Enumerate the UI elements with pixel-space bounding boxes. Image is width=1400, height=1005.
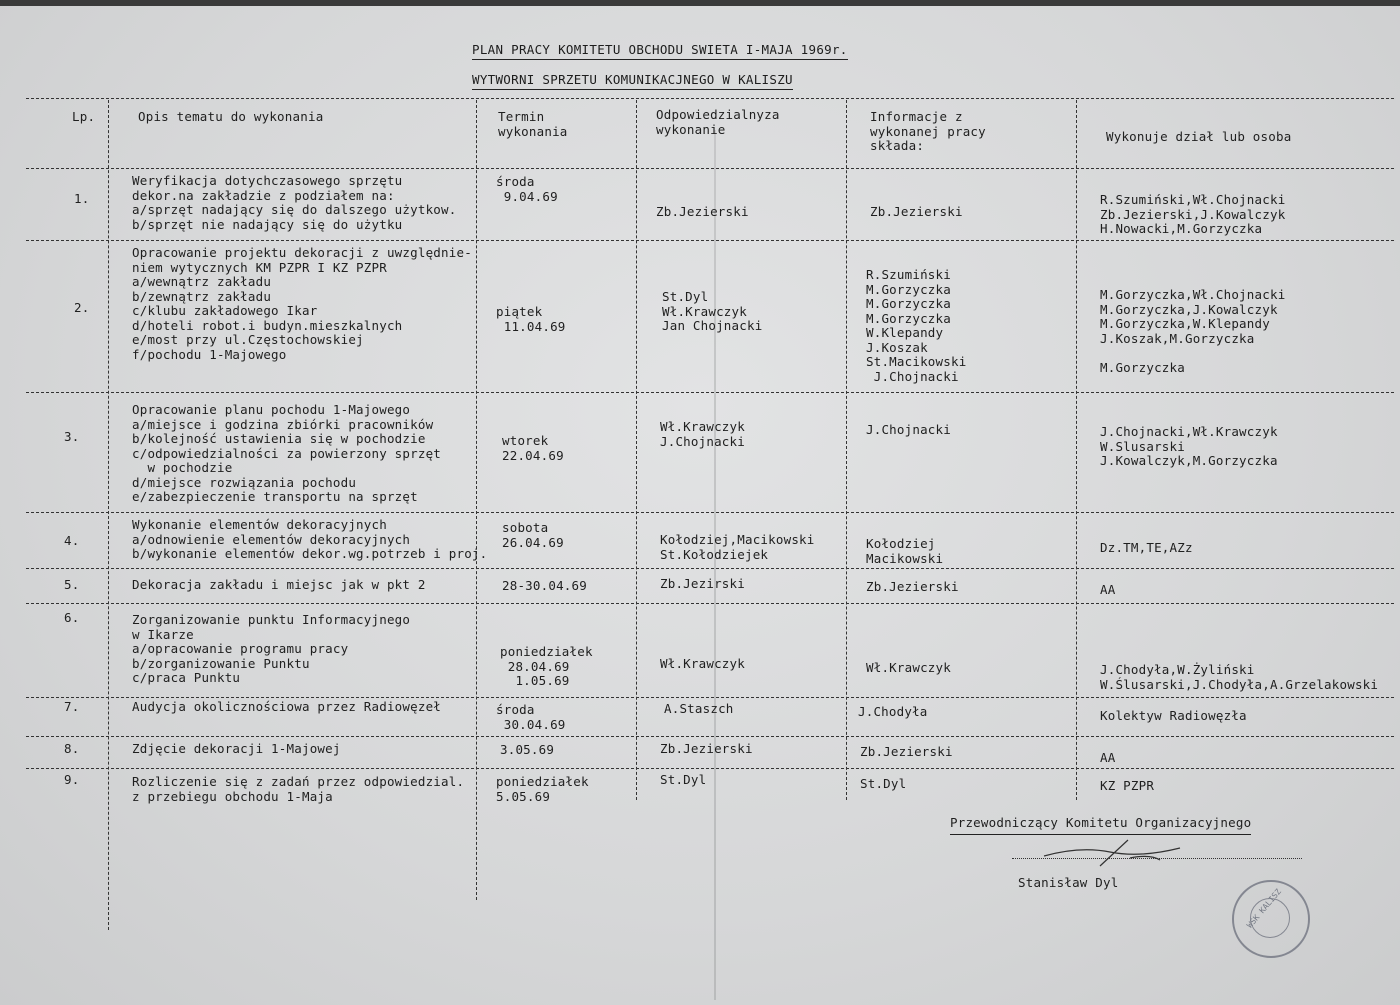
row-resp: Zb.Jezierski xyxy=(656,204,749,219)
row-desc: Zorganizowanie punktu Informacyjnego w Ikarze a/opracowanie programu pracy b/zorganizowanie Punktu c/praca Punktu xyxy=(132,612,411,685)
row-lp: 4. xyxy=(64,533,80,548)
row-desc: Audycja okolicznościowa przez Radiowęzeł xyxy=(132,699,442,714)
grid-line xyxy=(26,736,1394,737)
row-info: Zb.Jezierski xyxy=(860,744,953,759)
row-term: poniedziałek 28.04.69 1.05.69 xyxy=(500,644,593,688)
row-lp: 1. xyxy=(74,191,90,206)
document-title: PLAN PRACY KOMITETU OBCHODU SWIETA I-MAJA 1969r. xyxy=(472,42,848,60)
col-header-lp: Lp. xyxy=(72,109,96,124)
row-lp: 6. xyxy=(64,610,80,625)
row-lp: 3. xyxy=(64,429,80,444)
row-term: środa 30.04.69 xyxy=(496,702,566,732)
official-stamp xyxy=(1232,880,1310,958)
row-lp: 5. xyxy=(64,577,80,592)
grid-col-line xyxy=(846,100,847,800)
row-resp: Wł.Krawczyk J.Chojnacki xyxy=(660,419,745,449)
row-desc: Opracowanie projektu dekoracji z uwzględnie- niem wytycznych KM PZPR I KZ PZPR a/wewnątrz zakładu b/zewnątrz zakładu c/klubu zakładowego Ikar d/hoteli robot.i budyn.mieszkalnych e/most przy ul.Częstochowskiej f/pochodu 1-Majowego xyxy=(132,245,472,362)
row-exec: AA xyxy=(1100,582,1116,597)
row-lp: 2. xyxy=(74,300,90,315)
paper-fold xyxy=(714,130,716,1000)
grid-line xyxy=(26,392,1394,393)
col-header-desc: Opis tematu do wykonania xyxy=(138,109,324,124)
row-desc: Dekoracja zakładu i miejsc jak w pkt 2 xyxy=(132,577,426,592)
grid-line xyxy=(26,697,1394,698)
grid-line xyxy=(26,603,1394,604)
row-desc: Weryfikacja dotychczasowego sprzętu dekor.na zakładzie z podziałem na: a/sprzęt nadający się do dalszego użytkow. b/sprzęt nie nadający się do użytku xyxy=(132,173,457,232)
row-lp: 9. xyxy=(64,772,80,787)
row-desc: Opracowanie planu pochodu 1-Majowego a/miejsce i godzina zbiórki pracowników b/kolejność ustawienia się w pochodzie c/odpowiedzialności za powierzony sprzęt w pochodzie d/miejsce rozwiązania pochodu e/zabezpieczenie transportu na sprzęt xyxy=(132,402,442,504)
row-exec: J.Chodyła,W.Żyliński W.Ślusarski,J.Chodyła,A.Grzelakowski xyxy=(1100,662,1379,692)
row-resp: Wł.Krawczyk xyxy=(660,656,745,671)
row-desc: Zdjęcie dekoracji 1-Majowej xyxy=(132,741,341,756)
row-term: 28-30.04.69 xyxy=(502,578,587,593)
row-info: J.Chodyła xyxy=(858,704,928,719)
scan-edge-top xyxy=(0,0,1400,6)
row-exec: AA xyxy=(1100,750,1116,765)
row-info: J.Chojnacki xyxy=(866,422,951,437)
row-exec: M.Gorzyczka,Wł.Chojnacki M.Gorzyczka,J.Kowalczyk M.Gorzyczka,W.Klepandy J.Koszak,M.Gorzyczka M.Gorzyczka xyxy=(1100,287,1286,375)
grid-line xyxy=(26,240,1394,241)
col-header-info: Informacje z wykonanej pracy składa: xyxy=(870,109,986,153)
grid-col-line xyxy=(476,100,477,900)
row-info: Wł.Krawczyk xyxy=(866,660,951,675)
row-info: St.Dyl xyxy=(860,776,907,791)
signature-role: Przewodniczący Komitetu Organizacyjnego xyxy=(950,816,1251,835)
row-term: wtorek 22.04.69 xyxy=(502,433,564,463)
row-resp: Zb.Jezirski xyxy=(660,576,745,591)
row-exec: J.Chojnacki,Wł.Krawczyk W.Slusarski J.Kowalczyk,M.Gorzyczka xyxy=(1100,424,1278,468)
row-lp: 7. xyxy=(64,699,80,714)
row-resp: St.Dyl Wł.Krawczyk Jan Chojnacki xyxy=(662,289,763,333)
signature-name: Stanisław Dyl xyxy=(1018,875,1119,890)
row-info: Zb.Jezierski xyxy=(870,204,963,219)
grid-line xyxy=(26,512,1394,513)
grid-line xyxy=(26,168,1394,169)
row-term: piątek 11.04.69 xyxy=(496,304,566,334)
row-resp: Kołodziej,Macikowski St.Kołodziejek xyxy=(660,532,815,562)
row-term: 3.05.69 xyxy=(500,742,555,757)
grid-line xyxy=(26,568,1394,569)
row-exec: KZ PZPR xyxy=(1100,778,1155,793)
grid-col-line xyxy=(108,100,109,930)
row-exec: Dz.TM,TE,AZz xyxy=(1100,540,1193,555)
grid-col-line xyxy=(636,100,637,800)
row-term: poniedziałek 5.05.69 xyxy=(496,774,589,804)
stamp-text: WSK KALISZ xyxy=(1245,887,1284,930)
row-lp: 8. xyxy=(64,741,80,756)
col-header-exec: Wykonuje dział lub osoba xyxy=(1106,129,1292,144)
row-exec: R.Szumiński,Wł.Chojnacki Zb.Jezierski,J.Kowalczyk H.Nowacki,M.Gorzyczka xyxy=(1100,192,1286,236)
grid-line-top xyxy=(26,98,1394,99)
row-desc: Rozliczenie się z zadań przez odpowiedzial. z przebiegu obchodu 1-Maja xyxy=(132,774,465,804)
col-header-resp: Odpowiedzialnyza wykonanie xyxy=(656,107,780,137)
grid-col-line xyxy=(1076,100,1077,800)
row-info: Zb.Jezierski xyxy=(866,579,959,594)
document-subtitle: WYTWORNI SPRZETU KOMUNIKACJNEGO W KALISZU xyxy=(472,72,793,90)
grid-line xyxy=(26,768,1394,769)
row-resp: St.Dyl xyxy=(660,772,707,787)
row-term: sobota 26.04.69 xyxy=(502,520,564,550)
row-desc: Wykonanie elementów dekoracyjnych a/odnowienie elementów dekoracyjnych b/wykonanie elementów dekor.wg.potrzeb i proj. xyxy=(132,517,488,561)
row-resp: Zb.Jezierski xyxy=(660,741,753,756)
row-info: R.Szumiński M.Gorzyczka M.Gorzyczka M.Gorzyczka W.Klepandy J.Koszak St.Macikowski J.Chojnacki xyxy=(866,267,967,384)
row-info: Kołodziej Macikowski xyxy=(866,536,944,566)
signature-scribble xyxy=(1040,836,1190,872)
row-resp: A.Staszch xyxy=(664,701,734,716)
row-term: środa 9.04.69 xyxy=(496,174,558,204)
col-header-term: Termin wykonania xyxy=(498,109,568,139)
row-exec: Kolektyw Radiowęzła xyxy=(1100,708,1247,723)
